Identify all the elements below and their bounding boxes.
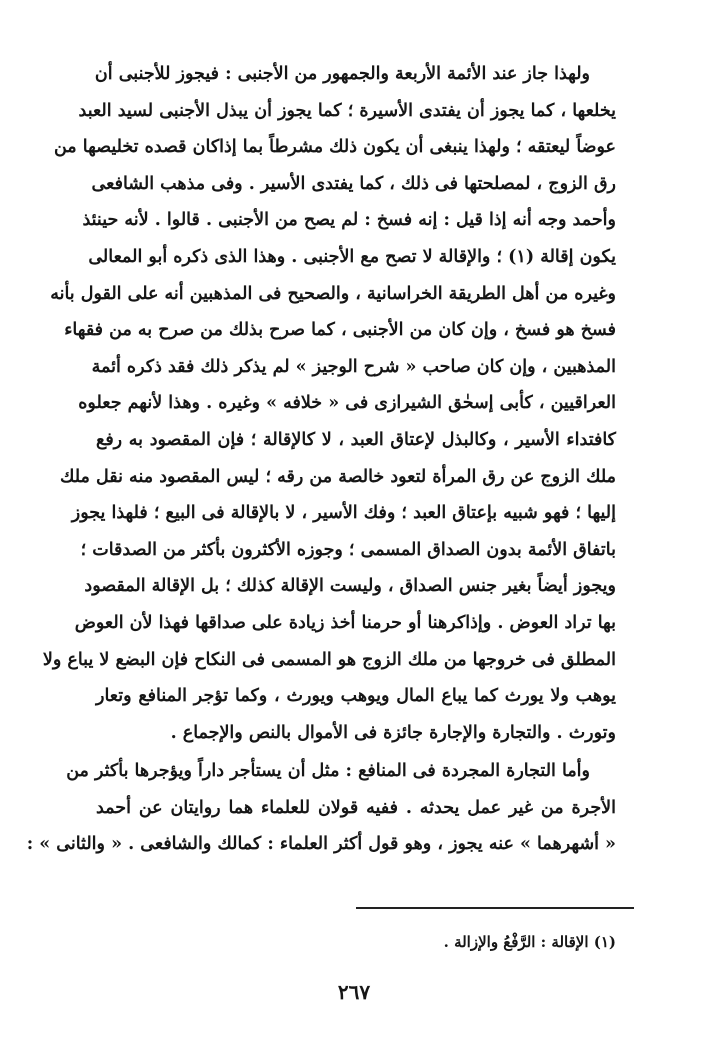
text-line: العراقيين ، كأبى إسحٰق الشيرازى فى « خلافه » وغيره . وهذا لأنهم جعلوه bbox=[78, 393, 616, 414]
text-line: عوضاً ليعتقه ؛ ولهذا ينبغى أن يكون ذلك مشرطاً بما إذاكان قصده تخليصها من bbox=[53, 137, 616, 158]
text-line: وتورث . والتجارة والإجارة جائزة فى الأموال بالنص والإجماع . bbox=[170, 722, 616, 743]
text-line: وغيره من أهل الطريقة الخراسانية ، والصحيح فى المذهبين أنه على القول بأنه bbox=[50, 283, 616, 304]
text-line: « أشهرهما » عنه يجوز ، وهو قول أكثر العلماء : كمالك والشافعى . « والثانى » : bbox=[26, 834, 616, 855]
text-line: كافتداء الأسير ، وكالبذل لإعتاق العبد ، لا كالإقالة ؛ فإن المقصود به رفع bbox=[96, 429, 616, 450]
text-line: رق الزوج ، لمصلحتها فى ذلك ، كما يفتدى الأسير . وفى مذهب الشافعى bbox=[91, 173, 616, 194]
text-line: بها تراد العوض . وإذاكرهنا أو حرمنا أخذ زيادة على صداقها فهذا لأن العوض bbox=[74, 612, 616, 633]
text-line: وأما التجارة المجردة فى المنافع : مثل أن يستأجر داراً ويؤجرها بأكثر من bbox=[66, 761, 590, 782]
text-line: فسخ هو فسخ ، وإن كان من الأجنبى ، كما صرح بذلك من صرح به من فقهاء bbox=[64, 320, 616, 341]
text-line: باتفاق الأئمة بدون الصداق المسمى ؛ وجوزه الأكثرون بأكثر من الصدقات ؛ bbox=[80, 539, 616, 560]
main-text bbox=[26, 56, 616, 863]
text-line: الأجرة من غير عمل يحدثه . ففيه قولان للعلماء هما روايتان عن أحمد bbox=[96, 797, 616, 818]
text-line: يوهب ولا يورث كما يباع المال ويوهب ويورث ، وكما تؤجر المنافع وتعار bbox=[96, 686, 616, 707]
page-number: ٢٦٧ bbox=[337, 980, 371, 1004]
text-line: المذهبين ، وإن كان صاحب « شرح الوجيز » لم يذكر ذلك فقد ذكره أئمة bbox=[91, 356, 616, 377]
text-line: وأحمد وجه أنه إذا قيل : إنه فسخ : لم يصح من الأجنبى . قالوا . لأنه حينئذ bbox=[82, 210, 616, 231]
text-line: يخلعها ، كما يجوز أن يفتدى الأسيرة ؛ كما يجوز أن يبذل الأجنبى لسيد العبد bbox=[78, 100, 616, 121]
text-line: ويجوز أيضاً بغير جنس الصداق ، وليست الإقالة كذلك ؛ بل الإقالة المقصود bbox=[84, 576, 616, 597]
footnote: (١) الإقالة : الرَّفْعُ والإزالة . bbox=[443, 933, 616, 951]
footnote-divider bbox=[356, 907, 634, 909]
text-line: يكون إقالة (١) ؛ والإقالة لا تصح مع الأجنبى . وهذا الذى ذكره أبو المعالى bbox=[88, 246, 616, 267]
text-line: المطلق فى خروجها من ملك الزوج هو المسمى فى النكاح فإن البضع لا يباع ولا bbox=[42, 649, 616, 670]
text-line: إليها ؛ فهو شبيه بإعتاق العبد ؛ وفك الأسير ، لا بالإقالة فى البيع ؛ فلهذا يجوز bbox=[71, 503, 616, 524]
text-line: ولهذا جاز عند الأئمة الأربعة والجمهور من الأجنبى : فيجوز للأجنبى أن bbox=[94, 64, 590, 84]
text-line: ملك الزوج عن رق المرأة لتعود خالصة من رقه ؛ ليس المقصود منه نقل ملك bbox=[59, 466, 616, 487]
